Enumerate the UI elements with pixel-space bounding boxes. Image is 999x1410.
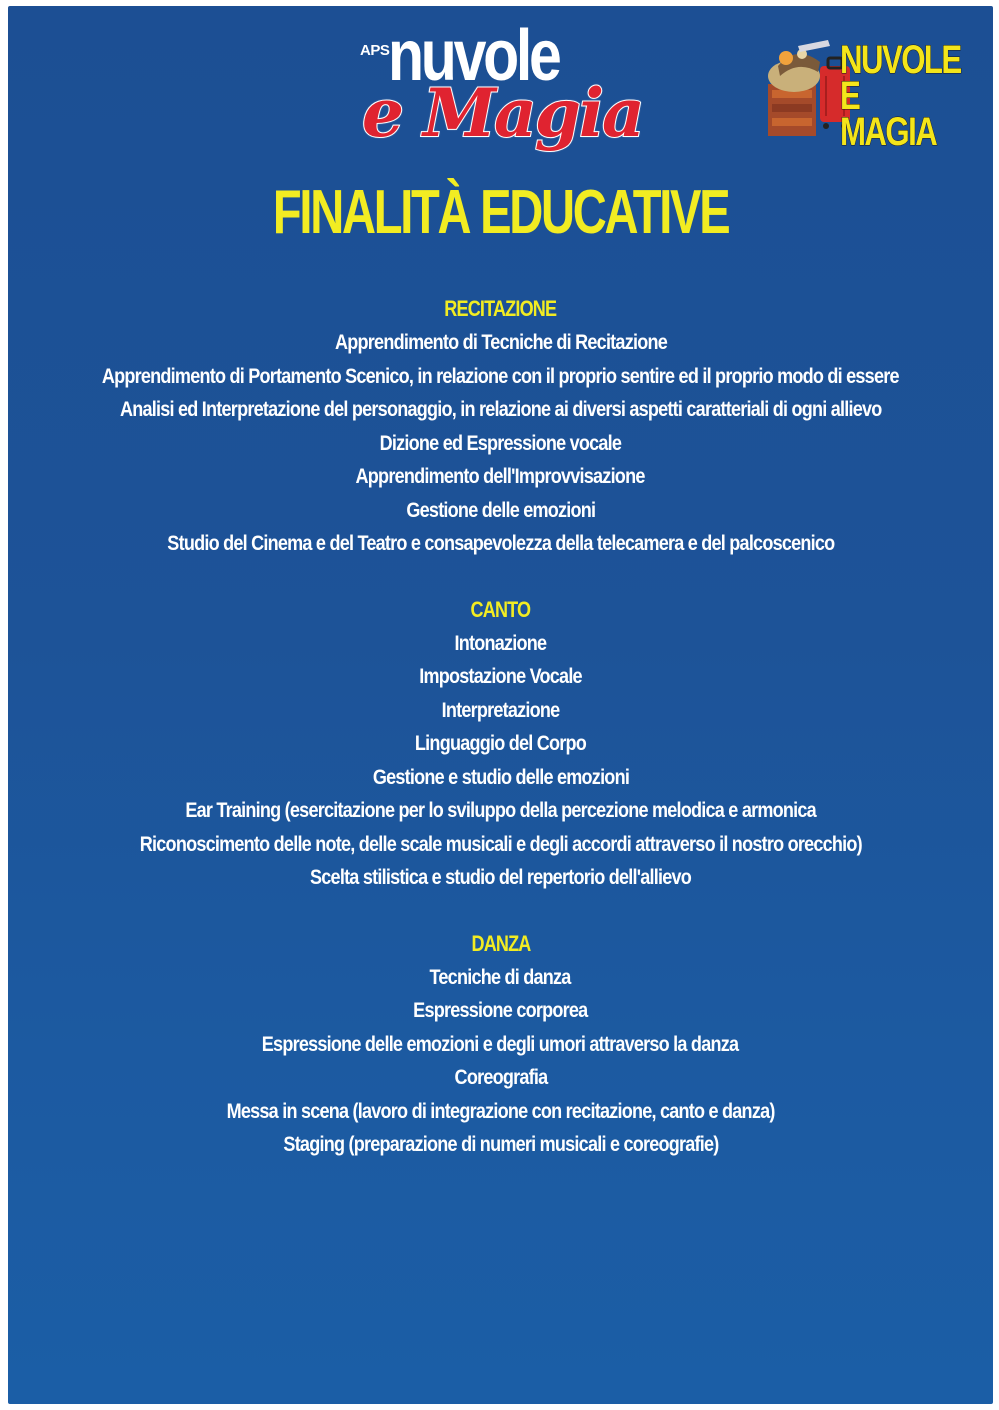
brand-wordmark [840,38,961,154]
list-item: Scelta stilistica e studio del repertorio dell'allievo [309,866,692,889]
section-spacer [8,561,993,593]
list-item: Tecniche di danza [429,965,572,989]
list-item: Staging (preparazione di numeri musicali e coreografie) [282,1133,719,1156]
section-heading [8,292,993,326]
list-item: Dizione ed Espressione vocale [379,431,622,455]
educational-goals-list [8,292,993,1162]
section-heading [8,927,993,961]
page-title [8,178,993,247]
list-item: Impostazione Vocale [419,665,582,688]
logo-nuvole-wordmark: nuvole [388,16,559,96]
poster [8,6,993,1404]
section-recitazione [8,292,993,561]
section-heading-text: RECITAZIONE [444,296,557,321]
list-item: Intonazione [454,631,547,655]
section-heading-text: CANTO [470,596,531,622]
list-item: Linguaggio del Corpo [414,732,587,755]
list-item: Studio del Cinema e del Teatro e consapevolezza della telecamera e del palcoscenico [166,532,835,555]
list-item: Coreografia [454,1066,547,1089]
section-heading-text: DANZA [470,930,531,956]
section-heading [8,593,993,627]
list-item: Gestione delle emozioni [406,498,595,522]
list-item: Ear Training (esercitazione per lo sviluppo della percezione melodica e armonica [185,799,816,822]
list-item: Gestione e studio delle emozioni [372,765,629,789]
list-item: Analisi ed Interpretazione del personaggio, in relazione ai diversi aspetti caratteriali di ogni allievo [119,398,882,421]
brand-logo-badge [758,36,983,154]
logo-magia-wordmark: e Magia [362,74,643,152]
brand-wordmark-line2: E MAGIA [840,74,937,154]
list-item: Apprendimento di Tecniche di Recitazione [334,331,667,354]
brand-wordmark-line1: NUVOLE [840,38,961,82]
list-item: Interpretazione [441,698,560,722]
section-spacer [8,895,993,927]
list-item: Espressione corporea [413,999,588,1022]
logo-aps-label: APS [360,42,390,59]
page-title-text: FINALITÀ EDUCATIVE [272,178,729,247]
list-item: Apprendimento di Portamento Scenico, in relazione con il proprio sentire ed il proprio modo di essere [102,364,899,388]
list-item: Messa in scena (lavoro di integrazione con recitazione, canto e danza) [226,1099,775,1123]
list-item: Espressione delle emozioni e degli umori attraverso la danza [262,1032,739,1056]
list-item: Riconoscimento delle note, delle scale musicali e degli accordi attraverso il nostro orecchio) [139,832,862,856]
list-item: Apprendimento dell'Improvvisazione [355,465,646,488]
nuvole-e-magia-logo [360,16,650,166]
section-canto [8,593,993,895]
section-danza [8,927,993,1162]
